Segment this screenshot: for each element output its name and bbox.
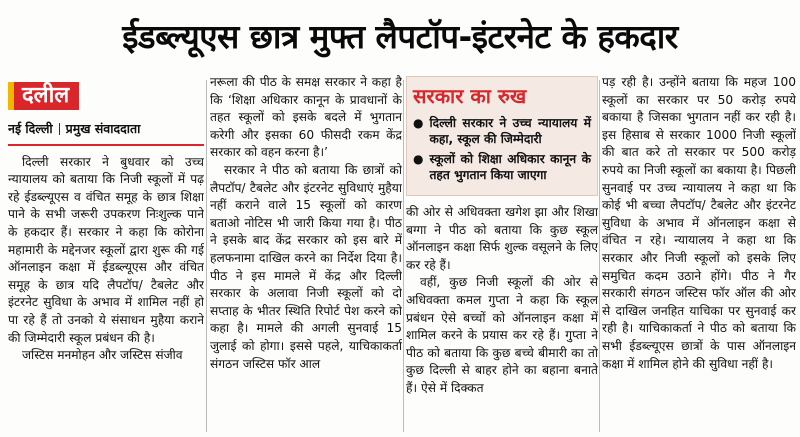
article-paragraph: की ओर से अधिवक्ता खगेश झा और शिखा बग्गा ने पीठ को बताया कि कुछ स्कूल ऑनलाइन कक्षा सिर्फ शुल्क वसूलने के लिए कर रहे हैं। <box>406 205 598 272</box>
byline-author: प्रमुख संवाददाता <box>65 121 141 136</box>
article-paragraph: नरूला की पीठ के समक्ष सरकार ने कहा है कि ‘शिक्षा अधिकार कानून के प्रावधानों के तहत स्कूलों को इसके बदले में भुगतान करेगी और इसका 60 फीसदी रकम केंद्र सरकार को वहन करना है।’ <box>210 75 402 160</box>
section-tag: दलील <box>8 82 79 110</box>
bullet-icon: ● <box>413 152 424 166</box>
highlight-item <box>413 151 591 183</box>
column-divider <box>206 80 207 432</box>
article-paragraph: वहीं, कुछ निजी स्कूलों की ओर से अधिवक्ता कमल गुप्ता ने कहा कि स्कूल प्रबंधन ऐसे बच्चों को ऑनलाइन कक्षा में शामिल करने के प्रयास कर रहे हैं। गुप्ता ने पीठ को बताया कि कुछ बच्चे बीमारी का तो कुछ दिल्ली से बाहर होने का बहाना बनाते हैं। ऐसे में दिक्कत <box>406 275 598 395</box>
bullet-icon: ● <box>413 116 424 130</box>
byline-separator <box>59 123 60 135</box>
highlight-item <box>413 115 591 147</box>
article-column-3 <box>406 76 598 437</box>
article-paragraph: सरकार ने पीठ को बताया कि छात्रों को लैपटॉप/ टैबलेट और इंटरनेट सुविधाएं मुहैया नहीं कराने वाले 15 स्कूलों को कारण बताओ नोटिस भी जारी किया गया है। पीठ ने इसके बाद केंद्र सरकार को इस बारे में हलफनामा दाखिल करने का निर्देश दिया है। पीठ ने इस मामले में केंद्र और दिल्ली सरकार के अलावा निजी स्कूलों को दो सप्ताह के भीतर स्थिति रिपोर्ट पेश करने को कहा है। मामले की अगली सुनवाई 15 जुलाई को होगा। इससे पहले, याचिकाकर्ता संगठन जस्टिस फॉर आल <box>210 162 402 371</box>
highlight-item-text: स्कूलों को शिक्षा अधिकार कानून के तहत भुगतान किया जाएगा <box>429 152 591 182</box>
byline-rule <box>8 144 204 146</box>
article-column-4 <box>602 74 796 435</box>
highlight-item-text: दिल्ली सरकार ने उच्च न्यायालय में कहा, स्कूल की जिम्मेदारी <box>429 116 591 146</box>
highlight-box-title: सरकार का रुख <box>413 84 527 108</box>
article-column-1 <box>8 76 204 437</box>
article-column-2 <box>210 74 402 435</box>
article-paragraph: जस्टिस मनमोहन और जस्टिस संजीव <box>22 348 183 363</box>
byline-place: नई दिल्ली <box>8 121 53 136</box>
column-divider <box>403 80 404 432</box>
byline <box>8 120 204 138</box>
highlight-box <box>406 76 598 196</box>
article-paragraph: दिल्ली सरकार ने बुधवार को उच्च न्यायालय को बताया कि निजी स्कूलों में पढ़ रहे ईडब्ल्यूएस व वंचित समूह के छात्र शिक्षा पाने के सभी जरूरी उपकरण निःशुल्क पाने के हकदार हैं। सरकार ने कहा कि कोरोना महामारी के मद्देनजर स्कूलों द्वारा शुरू की गई ऑनलाइन कक्षा में ईडब्ल्यूएस और वंचित समूह के छात्र यदि लैपटॉप/ टैबलेट और इंटरनेट सुविधा के अभाव में शामिल नहीं हो पा रहे हैं तो उनको ये संसाधन मुहैया कराने की जिम्मेदारी स्कूल प्रबंधन की है। <box>8 154 204 345</box>
article-paragraph: पड़ रही है। उन्होंने बताया कि महज 100 स्कूलों का सरकार पर 50 करोड़ रुपये बकाया है जिसका भुगतान नहीं कर रही है। इस हिसाब से सरकार 1000 निजी स्कूलों की बात करे तो सरकार पर 500 करोड़ रुपये का निजी स्कूलों का बकाया है। पिछली सुनवाई पर उच्च न्यायालय ने कहा था कि कोई भी बच्चा लैपटॉप/ टैबलेट और इंटरनेट सुविधा के अभाव में ऑनलाइन कक्षा से वंचित न रहे। न्यायालय ने कहा था कि सरकार और निजी स्कूलों को इसके लिए समुचित कदम उठाने होंगे। पीठ ने गैर सरकारी संगठन जस्टिस फॉर ऑल की ओर से दाखिल जनहित याचिका पर सुनवाई कर रही है। याचिकाकर्ता ने पीठ को बताया कि सभी ईडब्ल्यूएस छात्रों के पास ऑनलाइन कक्षा में शामिल होने की सुविधा नहीं है। <box>602 75 796 371</box>
headline: ईडब्ल्यूएस छात्र मुफ्त लैपटॉप-इंटरनेट के हकदार <box>122 16 678 56</box>
column-divider <box>599 80 600 432</box>
